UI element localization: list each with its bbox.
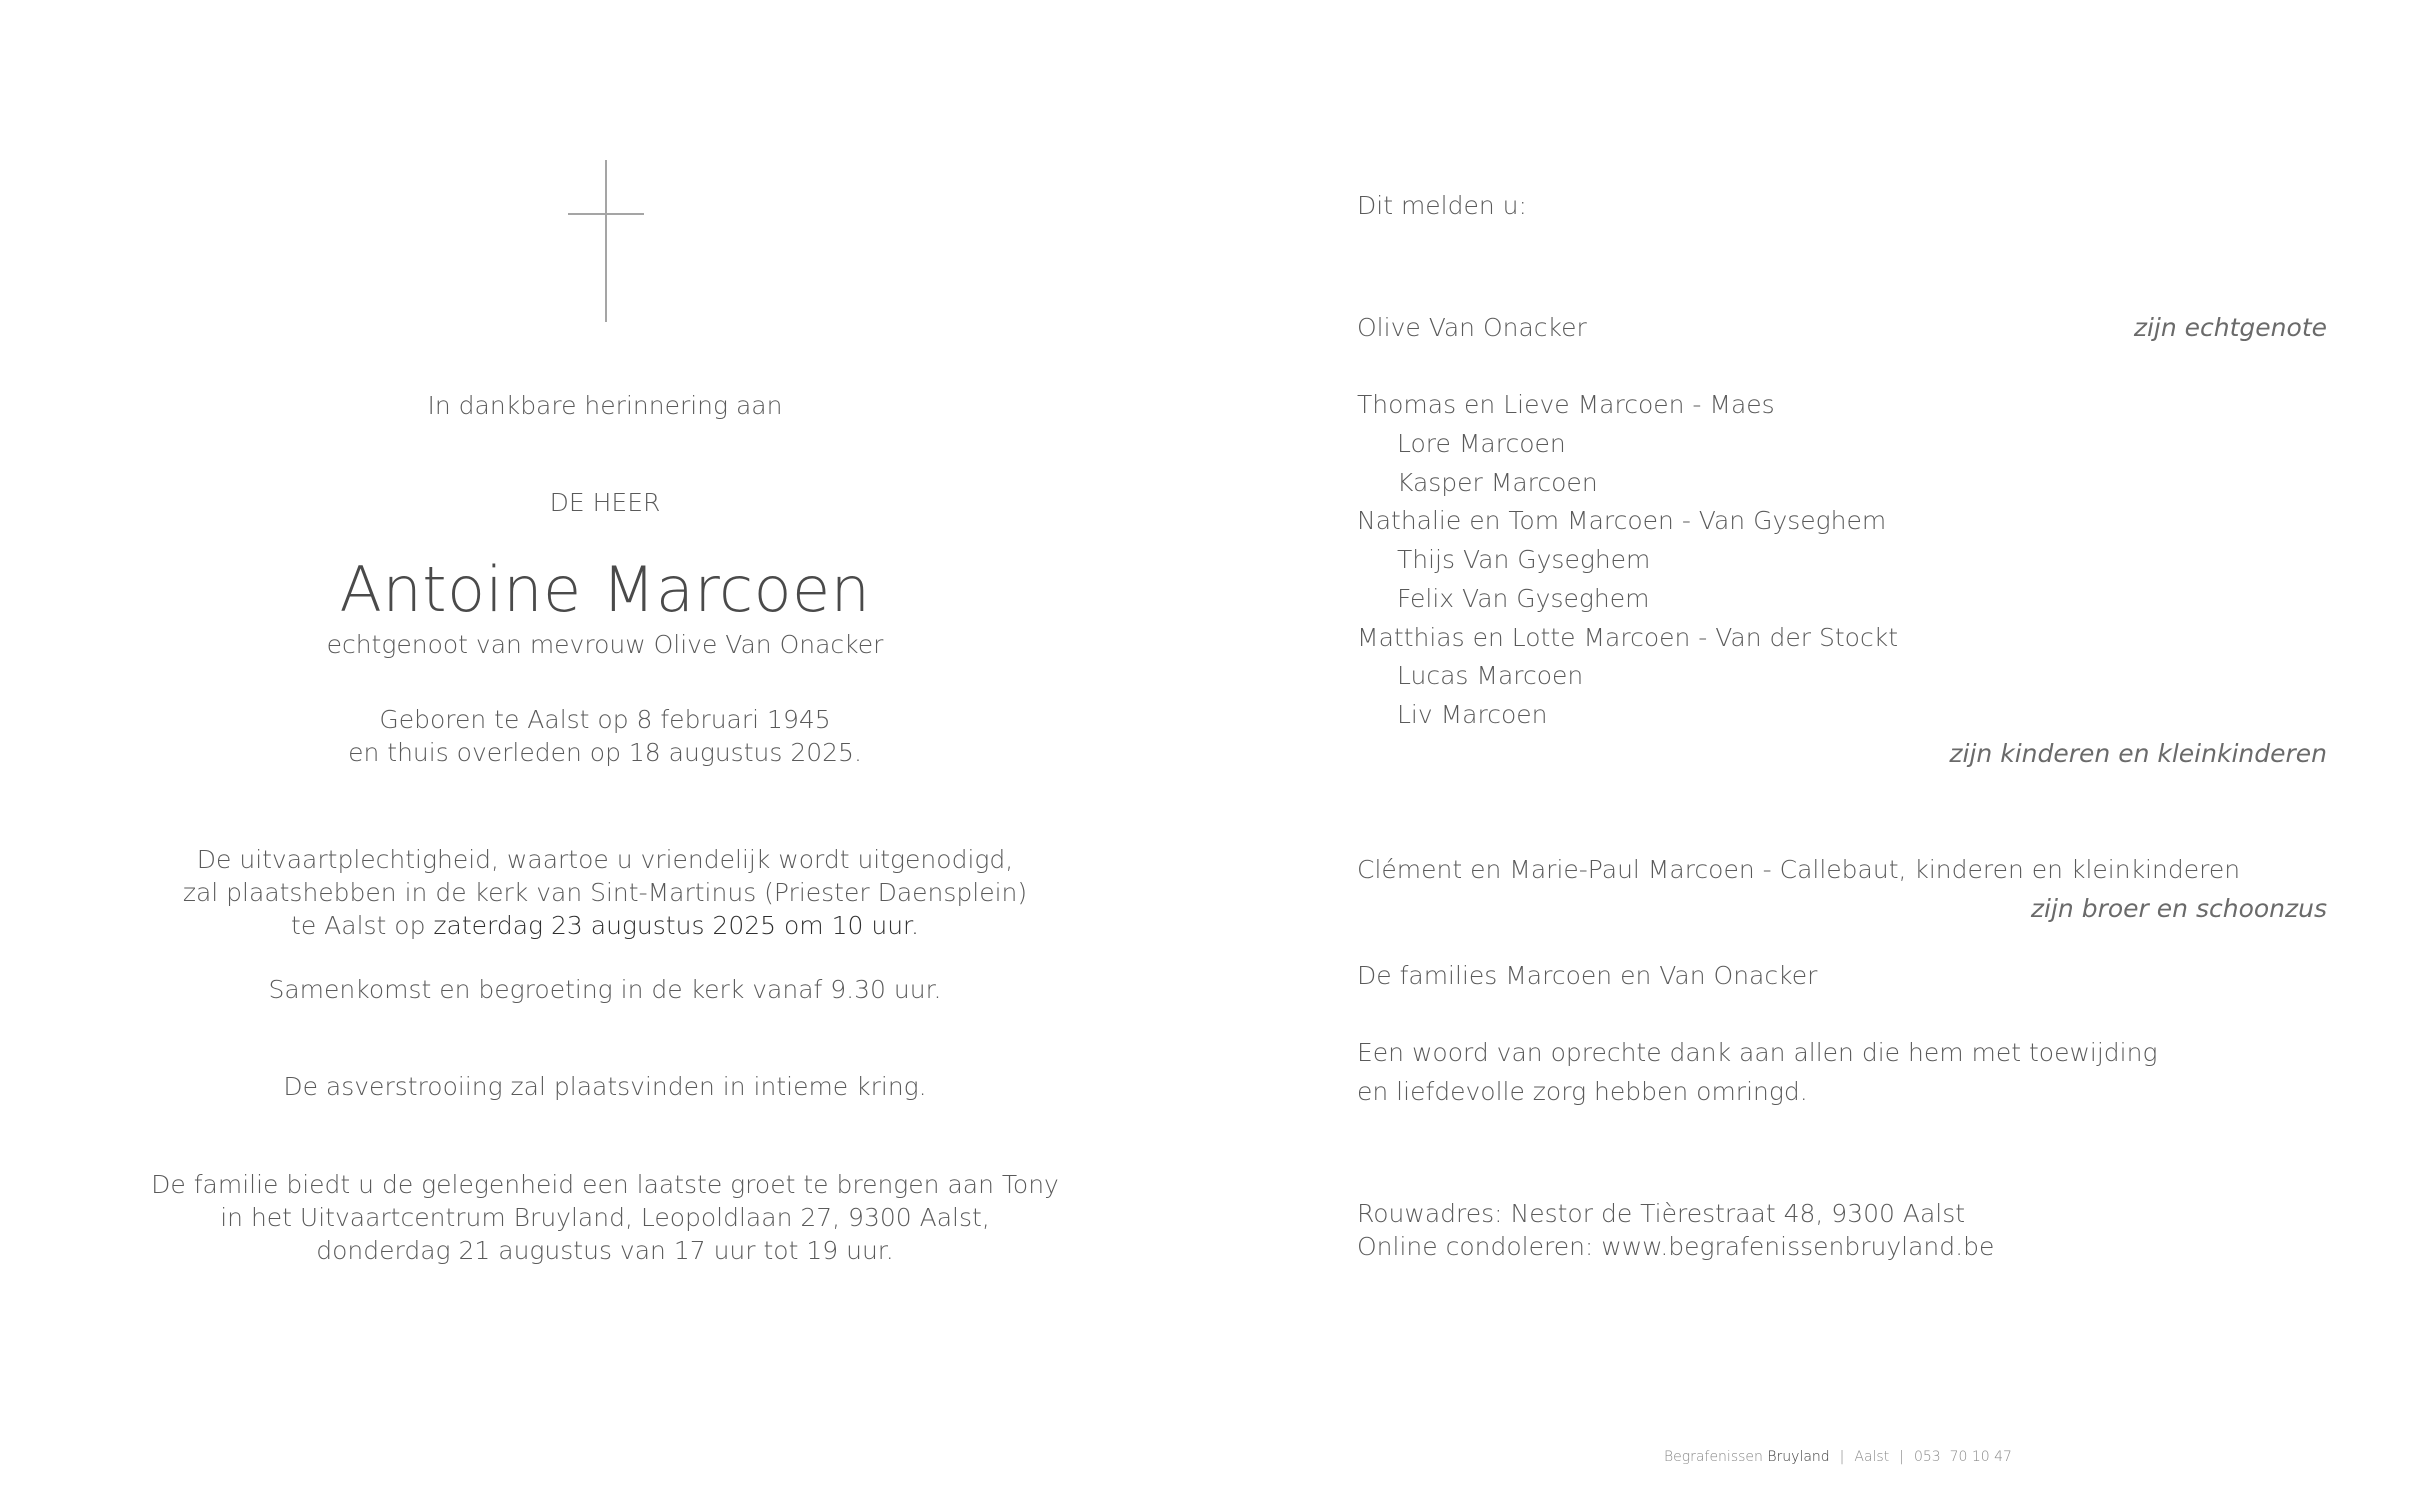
ceremony-line-2: zal plaatshebben in de kerk van Sint-Martinus (Priester Daensplein): [182, 878, 1028, 907]
footer-brand: Bruyland: [1767, 1449, 1830, 1465]
born-line: Geboren te Aalst op 8 februari 1945: [379, 705, 831, 734]
died-line: en thuis overleden op 18 augustus 2025.: [348, 738, 862, 767]
footer-phone: 053 70 10 47: [1913, 1449, 2012, 1465]
ceremony-date: zaterdag 23 augustus 2025 om 10 uur.: [433, 911, 919, 940]
family-member: Lucas Marcoen: [1397, 661, 1584, 690]
footer-separator: |: [1839, 1449, 1845, 1465]
ceremony-line-1: De uitvaartplechtigheid, waartoe u vriendelijk wordt uitgenodigd,: [196, 845, 1014, 874]
farewell-line-1: De familie biedt u de gelegenheid een laatste groet te brengen aan Tony: [151, 1170, 1059, 1199]
farewell-line-3: donderdag 21 augustus van 17 uur tot 19 uur.: [316, 1236, 894, 1265]
family-member: Liv Marcoen: [1397, 700, 1548, 729]
spouse-role: zijn echtgenote: [2133, 313, 2327, 342]
thanks-line-1: Een woord van oprechte dank aan allen die hem met toewijding: [1357, 1038, 2158, 1067]
thanks-line-2: en liefdevolle zorg hebben omringd.: [1357, 1077, 1808, 1106]
ceremony-line-3: [0, 910, 1210, 942]
family-member: Lore Marcoen: [1397, 429, 1566, 458]
deceased-name: Antoine Marcoen: [339, 553, 871, 626]
spouse-name: Olive Van Onacker: [1357, 313, 1587, 342]
brother-role: zijn broer en schoonzus: [2030, 894, 2327, 923]
footer-prefix: Begrafenissen: [1664, 1449, 1768, 1465]
farewell-line-2: in het Uitvaartcentrum Bruyland, Leopoldlaan 27, 9300 Aalst,: [220, 1203, 990, 1232]
family-member: Felix Van Gyseghem: [1397, 584, 1650, 613]
family-member: Kasper Marcoen: [1397, 468, 1598, 497]
online-condolence-link[interactable]: Online condoleren: www.begrafenissenbruyland.be: [1357, 1232, 1995, 1261]
gathering-line: Samenkomst en begroeting in de kerk vanaf 9.30 uur.: [268, 975, 942, 1004]
family-member: Nathalie en Tom Marcoen - Van Gyseghem: [1357, 506, 1887, 535]
footer-city: Aalst: [1854, 1449, 1890, 1465]
families-line: De families Marcoen en Van Onacker: [1357, 961, 1818, 990]
title-text: DE HEER: [549, 488, 661, 517]
ceremony-prefix: te Aalst op: [291, 911, 434, 940]
address-line: Rouwadres: Nestor de Tièrestraat 48, 9300 Aalst: [1357, 1199, 1966, 1228]
footer: [1664, 1447, 2012, 1467]
family-member: Thomas en Lieve Marcoen - Maes: [1357, 390, 1775, 419]
intro-text: In dankbare herinnering aan: [427, 391, 783, 420]
ashes-line: De asverstrooiing zal plaatsvinden in intieme kring.: [283, 1072, 927, 1101]
spouse-line: echtgenoot van mevrouw Olive Van Onacker: [326, 630, 884, 659]
right-page: [1220, 0, 2427, 1509]
family-member: Thijs Van Gyseghem: [1397, 545, 1651, 574]
footer-separator: |: [1899, 1449, 1904, 1465]
brother-line: Clément en Marie-Paul Marcoen - Callebaut, kinderen en kleinkinderen: [1357, 855, 2241, 884]
announce-text: Dit melden u:: [1357, 191, 1527, 220]
family-member: Matthias en Lotte Marcoen - Van der Stockt: [1357, 623, 1899, 652]
cross-icon: [568, 160, 644, 322]
children-role: zijn kinderen en kleinkinderen: [1949, 739, 2327, 768]
